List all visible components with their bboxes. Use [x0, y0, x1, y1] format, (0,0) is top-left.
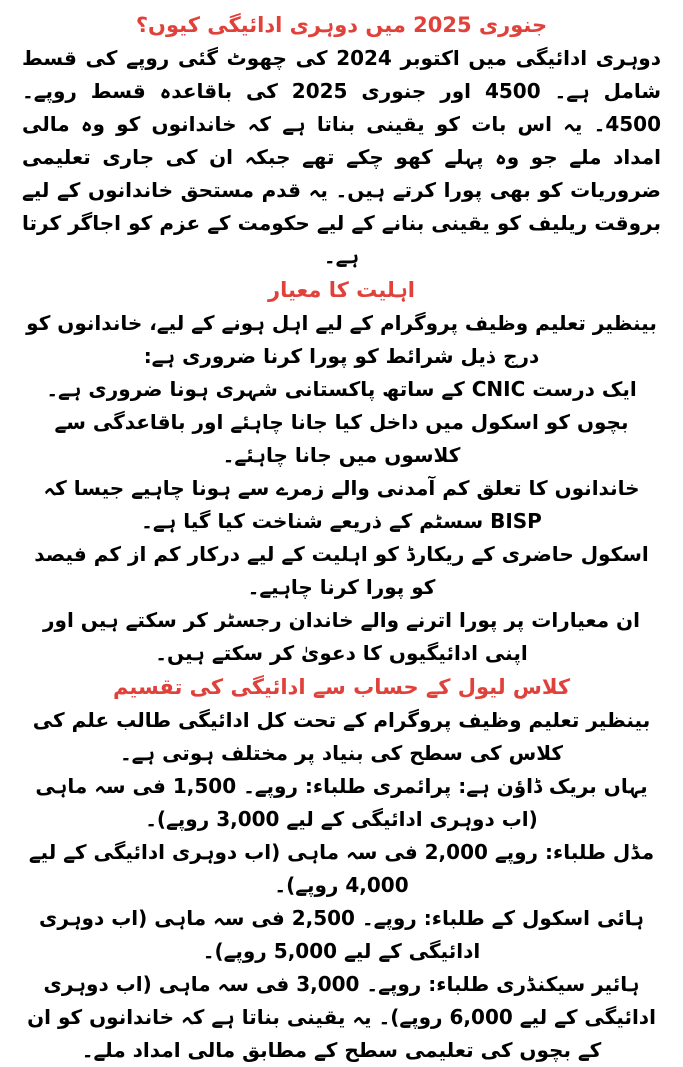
- paragraph-middle: مڈل طلباء: روپے 2,000 فی سہ ماہی (اب دوہری ادائیگی کے لیے 4,000 روپے)۔: [28, 840, 655, 897]
- paragraph-eligibility-intro: بینظیر تعلیم وظیف پروگرام کے لیے اہل ہونے کے لیے، خاندانوں کو درج ذیل شرائط کو پورا کرنا ضروری ہے:: [26, 311, 657, 368]
- paragraph-eligibility-school: بچوں کو اسکول میں داخل کیا جانا چاہئے اور باقاعدگی سے کلاسوں میں جانا چاہئے۔: [54, 410, 629, 467]
- paragraph-double-payment: دوہری ادائیگی میں اکتوبر 2024 کی چھوٹ گئی روپے کی قسط شامل ہے۔ 4500 اور جنوری 2025 کی باقاعدہ قسط روپے۔ 4500۔ یہ اس بات کو یقینی بناتا ہے کہ خاندانوں کو وہ مالی امداد ملے جو وہ پہلے کھو چکے تھے جبکہ ان کی جاری تعلیمی ضروریات کو بھی پورا کرتے ہیں۔ یہ قدم مستحق خاندانوں کے لیے بروقت ریلیف کو یقینی بنانے کے لیے حکومت کے عزم کو اجاگر کرتا ہے۔: [22, 46, 662, 268]
- paragraph-eligibility-cnic: ایک درست CNIC کے ساتھ پاکستانی شہری ہونا ضروری ہے۔: [46, 377, 637, 401]
- section-heading-eligibility: اہلیت کا معیار: [268, 278, 415, 302]
- paragraph-eligibility-attendance: اسکول حاضری کے ریکارڈ کو اہلیت کے لیے درکار کم از کم فیصد کو پورا کرنا چاہیے۔: [34, 542, 649, 599]
- paragraph-eligibility-register: ان معیارات پر پورا اترنے والے خاندان رجسٹر کر سکتے ہیں اور اپنی ادائیگیوں کا دعویٰ کر سکتے ہیں۔: [43, 608, 640, 665]
- section-heading-double-payment: جنوری 2025 میں دوہری ادائیگی کیوں؟: [135, 13, 548, 37]
- paragraph-class-intro: بینظیر تعلیم وظیف پروگرام کے تحت کل ادائیگی طالب علم کی کلاس کی سطح کی بنیاد پر مختلف ہوتی ہے۔: [32, 708, 651, 765]
- paragraph-higher-secondary: ہائیر سیکنڈری طلباء: روپے۔ 3,000 فی سہ ماہی (اب دوہری ادائیگی کے لیے 6,000 روپے)۔ یہ یقینی بناتا ہے کہ خاندانوں کو ان کے بچوں کی تعلیمی سطح کے مطابق مالی امداد ملے۔: [27, 972, 656, 1062]
- paragraph-primary: یہاں بریک ڈاؤن ہے: پرائمری طلباء: روپے۔ 1,500 فی سہ ماہی (اب دوہری ادائیگی کے لیے 3,000 روپے)۔: [35, 774, 648, 831]
- paragraph-eligibility-income: خاندانوں کا تعلق کم آمدنی والے زمرے سے ہونا چاہیے جیسا کہ BISP سسٹم کے ذریعے شناخت کیا گیا ہے۔: [43, 476, 640, 533]
- paragraph-high-school: ہائی اسکول کے طلباء: روپے۔ 2,500 فی سہ ماہی (اب دوہری ادائیگی کے لیے 5,000 روپے)۔: [39, 906, 644, 963]
- section-heading-class-breakdown: کلاس لیول کے حساب سے ادائیگی کی تقسیم: [112, 675, 571, 699]
